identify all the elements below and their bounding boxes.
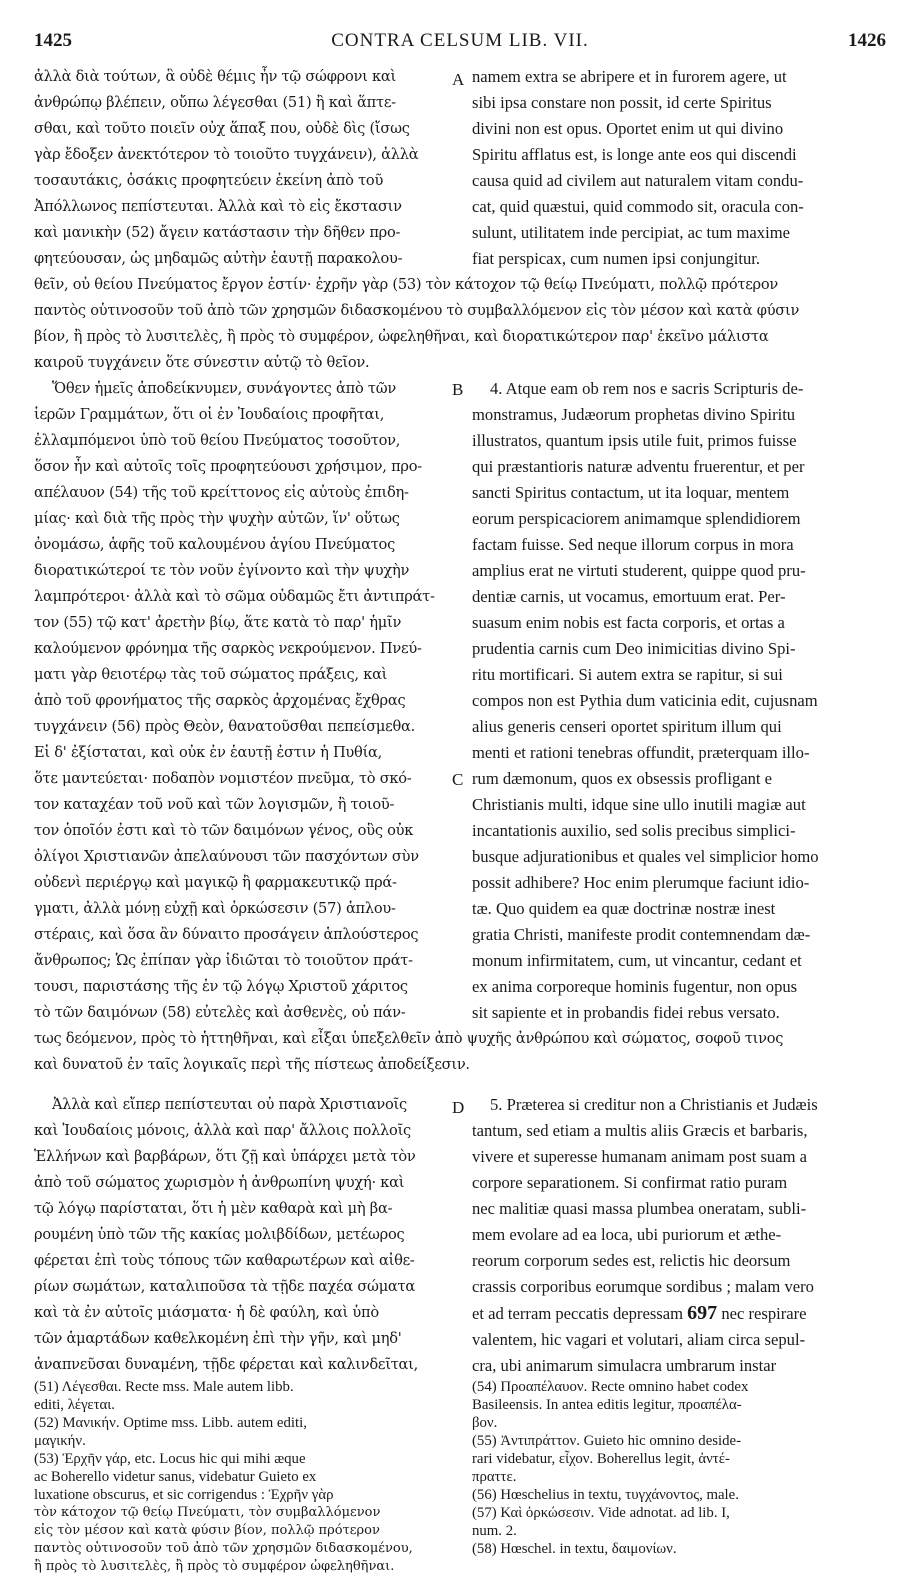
latin-line: factam fuisse. Sed neque illorum corpus in mora	[472, 535, 794, 554]
greek-line: ἀναπνεῦσαι δυναμένη, τῇδε φέρεται καὶ καλινδεῖται,	[34, 1356, 419, 1373]
greek-line: ὀλίγοι Χριστιανῶν ἀπελαύνουσι τῶν πασχόντων σὺν	[34, 848, 419, 865]
latin-line: monstramus, Judæorum prophetas divino Spiritu	[472, 405, 796, 424]
greek-line: Ὅθεν ἡμεῖς ἀποδείκνυμεν, συνάγοντες ἀπὸ τῶν	[52, 380, 396, 397]
greek-line: ἀνθρώπῳ βλέπειν, οὔπω λέγεσθαι (51) ἢ καὶ ἅπτε-	[34, 94, 396, 111]
greek-line: τον ὁποῖόν ἐστι καὶ τὸ τῶν δαιμόνων γένος, οὓς οὐκ	[34, 822, 414, 839]
latin-line: sibi ipsa constare non possit, id certe Spiritus	[472, 93, 772, 112]
latin-line: incantationis auxilio, sed solis precibus simplici-	[472, 821, 796, 840]
latin-line: cra, ubi animarum simulacra umbrarum instar	[472, 1356, 777, 1375]
running-title: CONTRA CELSUM LIB. VII.	[331, 30, 589, 51]
latin-line: amplius erat ne virtuti studerent, quippe quod pru-	[472, 561, 806, 580]
greek-line: καλούμενον φρόνημα τῆς σαρκὸς νεκρούμενον. Πνεύ-	[34, 640, 422, 657]
footnotes-right	[472, 1378, 888, 1558]
footnote-line: (54) Προαπέλαυον. Recte omnino habet codex	[472, 1379, 749, 1395]
latin-line: vivere et superesse humanam animam post suam a	[472, 1147, 808, 1166]
greek-line: φέρεται ἐπὶ τοὺς τόπους τῶν καθαρωτέρων καὶ αἰθε-	[34, 1252, 415, 1269]
footnote-line: βον.	[472, 1415, 498, 1431]
footnote-line: τὸν κάτοχον τῷ θείῳ Πνεύματι, τὸν συμβαλλόμενον	[34, 1505, 381, 1520]
greek-line: γματι, ἀλλὰ μόνῃ εὐχῇ καὶ ὁρκώσεσιν (57) ἁπλου-	[34, 900, 396, 917]
footnote-line: (53) Ἐρχῆν γάρ, etc. Locus hic qui mihi æque	[34, 1451, 306, 1467]
latin-line: possit adhibere? Hoc enim plerumque faciunt idio-	[472, 873, 810, 892]
greek-line: ἀπὸ τοῦ σώματος χωρισμὸν ἡ ἀνθρωπίνη ψυχή· καὶ	[34, 1174, 405, 1191]
greek-line: τουσι, παριστάσης τῆς ἐν τῷ λόγῳ Χριστοῦ χάριτος	[34, 978, 408, 995]
latin-line	[472, 1300, 888, 1327]
margin-letter-c: C	[452, 770, 464, 789]
greek-line: ἐλλαμπόμενοι ὑπὸ τοῦ θείου Πνεύματος τοσοῦτον,	[34, 432, 401, 449]
greek-line: ρίων σωμάτων, καταλιποῦσα τὰ τῇδε παχέα σώματα	[34, 1278, 415, 1295]
latin-line: ritu mortificari. Si autem extra se rapitur, si sui	[472, 665, 783, 684]
greek-column-bottom	[34, 1092, 446, 1378]
greek-line: ρουμένη ὑπὸ τῶν τῆς κακίας μολιβδίδων, μετέωρος	[34, 1226, 405, 1243]
latin-column-middle	[472, 376, 888, 1026]
footnote-line: (57) Καὶ ὁρκώσεσιν. Vide adnotat. ad lib. I,	[472, 1505, 730, 1521]
latin-line: illustratos, quantum ipsis utile fuit, primos fuisse	[472, 431, 797, 450]
latin-line: ex anima corporeque hominis fugentur, non opus	[472, 977, 798, 996]
greek-line: καὶ μανικὴν (52) ἄγειν κατάστασιν τὴν δῆθεν προ-	[34, 224, 401, 241]
greek-line: καὶ τὰ ἐν αὐτοῖς μιάσματα· ἡ δὲ φαύλη, καὶ ὑπὸ	[34, 1304, 379, 1321]
latin-line: Christianis multi, idque sine ullo inutili magiæ aut	[472, 795, 806, 814]
latin-line: qui præstantioris naturæ adventu fruerentur, et per	[472, 457, 805, 476]
running-header	[0, 30, 920, 58]
footnote-line: πραττε.	[472, 1469, 517, 1485]
greek-line: διορατικώτεροί τε τὸν νοῦν ἐγίνοντο καὶ τὴν ψυχὴν	[34, 562, 410, 579]
latin-line: fiat perspicax, cum numen ipsi conjungitur.	[472, 249, 761, 268]
latin-line: 4. Atque eam ob rem nos e sacris Scripturis de-	[490, 379, 804, 398]
latin-line: mem evolare ad ea loca, ubi puriorum et æthe-	[472, 1225, 782, 1244]
footnote-line: παντὸς οὑτινοσοῦν τοῦ ἀπὸ τῶν χρησμῶν διδασκομένου,	[34, 1541, 413, 1556]
greek-line: καιροῦ τυγχάνειν ὅτε σύνεστιν αὐτῷ τὸ θεῖον.	[34, 354, 370, 371]
footnote-line: ac Boherello videtur sanus, videbatur Guieto ex	[34, 1469, 317, 1485]
latin-line: rum dæmonum, quos ex obsessis profligant e	[472, 769, 773, 788]
latin-line: busque adjurationibus et quales vel simplicior homo	[472, 847, 819, 866]
greek-line: τον καταχέαν τοῦ νοῦ καὶ τῶν λογισμῶν, ἢ τοιοῦ-	[34, 796, 395, 813]
footnote-line: Basileensis. In antea editis legitur, προαπέλα-	[472, 1397, 742, 1413]
latin-line: sit sapiente et in probandis fidei rebus versato.	[472, 1003, 780, 1022]
greek-line: Ἑλλήνων καὶ βαρβάρων, ὅτι ζῇ καὶ ὑπάρχει μετὰ τὸν	[34, 1148, 416, 1165]
greek-column-top	[34, 64, 446, 272]
latin-line: eorum perspicaciorem animamque splendidiorem	[472, 509, 801, 528]
greek-line: στέραις, καὶ ὅσα ἂν δύναιτο προσάγειν ἁπλούστερος	[34, 926, 419, 943]
greek-line: τως δεόμενον, πρὸς τὸ ἡττηθῆναι, καὶ εἶξαι ὑπεξελθεῖν ἀπὸ ψυχῆς ἀνθρώπου καὶ σώματος, σοφοῦ τινος	[34, 1030, 784, 1047]
greek-line: ὅσον ἦν καὶ αὐτοῖς τοῖς προφητεύουσι χρήσιμον, προ-	[34, 458, 422, 475]
greek-line: θεῖν, οὐ θείου Πνεύματος ἔργον ἐστίν· ἐχρῆν γὰρ (53) τὸν κάτοχον τῷ θείῳ Πνεύματι, πολλῷ πρότερον	[34, 276, 778, 293]
greek-full-width-block-2	[34, 1026, 886, 1078]
right-page-number: 1426	[848, 30, 886, 51]
latin-line: valentem, hic vagari et volutari, aliam circa sepul-	[472, 1330, 806, 1349]
greek-line: καὶ δυνατοῦ ἐν ταῖς λογικαῖς περὶ τῆς πίστεως ἀποδείξεσιν.	[34, 1056, 470, 1073]
migne-column-number: 697	[687, 1302, 718, 1324]
footnote-line: (55) Ἀντιπράττον. Guieto hic omnino deside-	[472, 1433, 742, 1449]
footnote-line: num. 2.	[472, 1523, 517, 1539]
footnote-line: (52) Μανικήν. Optime mss. Libb. autem editi,	[34, 1415, 307, 1431]
latin-line: corpore separationem. Si confirmat ratio puram	[472, 1173, 788, 1192]
latin-line: dentiæ carnis, ut vocamus, emortuum erat. Per-	[472, 587, 786, 606]
greek-line: βίον, ἢ πρὸς τὸ λυσιτελὲς, ἢ πρὸς τὸ συμφέρον, ὠφεληθῆναι, καὶ διορατικώτερον παρ' ἐκεῖνο μάλιστα	[34, 328, 769, 345]
margin-letter-b: B	[452, 380, 464, 399]
greek-line: ἱερῶν Γραμμάτων, ὅτι οἱ ἐν Ἰουδαίοις προφῆται,	[34, 406, 385, 423]
latin-line: gratia Christi, manifeste prodit contemnendam dæ-	[472, 925, 811, 944]
footnote-line: luxatione obscurus, et sic corrigendus : Ἐχρῆν γὰρ	[34, 1487, 334, 1503]
latin-line: alius generis censeri oportet spiritum illum qui	[472, 717, 782, 736]
latin-line: sulunt, utilitatem inde percipiat, ac tum maxime	[472, 223, 790, 242]
latin-text: nec respirare	[721, 1304, 807, 1323]
left-page-number: 1425	[34, 30, 72, 51]
margin-letter-d: D	[452, 1098, 465, 1117]
greek-line: ὅτε μαντεύεται· ποδαπὸν νομιστέον πνεῦμα, τὸ σκό-	[34, 770, 412, 787]
margin-letter-a: A	[452, 70, 465, 89]
greek-line: τοσαυτάκις, ὁσάκις προφητεύειν ἐκείνη ἀπὸ τοῦ	[34, 172, 384, 189]
footnote-line: (51) Λέγεσθαι. Recte mss. Male autem libb.	[34, 1379, 294, 1395]
greek-line: φητεύουσαν, ὡς μηδαμῶς αὐτὴν ἑαυτῇ παρακολου-	[34, 250, 403, 267]
greek-line: ἄνθρωπος; Ὡς ἐπίπαν γὰρ ἰδιῶται τὸ τοιοῦτον πράτ-	[34, 952, 413, 969]
greek-line: Εἰ δ' ἐξίσταται, καὶ οὐκ ἐν ἑαυτῇ ἐστιν ἡ Πυθία,	[34, 744, 383, 761]
latin-line: namem extra se abripere et in furorem agere, ut	[472, 67, 787, 86]
latin-line: tæ. Quo quidem ea quæ doctrinæ nostræ inest	[472, 899, 776, 918]
greek-line: ἀπὸ τοῦ φρονήματος τῆς σαρκὸς ἀρχομένας ἔχθρας	[34, 692, 406, 709]
greek-line: τὸ τῶν δαιμόνων (58) εὐτελὲς καὶ ἀσθενὲς, οὐ πάν-	[34, 1004, 406, 1021]
latin-line: 5. Præterea si creditur non a Christianis et Judæis	[490, 1095, 818, 1114]
latin-line: sancti Spiritus contactum, ut ita loquar, mentem	[472, 483, 790, 502]
footnote-line: editi, λέγεται.	[34, 1397, 115, 1413]
greek-line: τυγχάνειν (56) πρὸς Θεὸν, θανατοῦσθαι πεπείσμεθα.	[34, 718, 415, 735]
latin-line: cat, quid quæstui, quid commodo sit, oracula con-	[472, 197, 804, 216]
latin-line: divini non est opus. Oportet enim ut qui divino	[472, 119, 784, 138]
greek-line: Ἀλλὰ καὶ εἴπερ πεπίστευται οὐ παρὰ Χριστιανοῖς	[52, 1096, 407, 1113]
latin-line: nec malitiæ quasi massa plumbea oneratam, subli-	[472, 1199, 807, 1218]
footnote-line: εἰς τὸν μέσον καὶ κατὰ φύσιν βίον, πολλῷ πρότερον	[34, 1523, 380, 1538]
greek-line: καὶ Ἰουδαίοις μόνοις, ἀλλὰ καὶ παρ' ἄλλοις πολλοῖς	[34, 1122, 411, 1139]
latin-column-bottom	[472, 1092, 888, 1379]
greek-line: απέλαυον (54) τῆς τοῦ κρείττονος εἰς αὐτοὺς ἐπιδη-	[34, 484, 409, 501]
greek-line: μίας· καὶ διὰ τῆς πρὸς τὴν ψυχὴν αὐτῶν, ἵν' οὕτως	[34, 510, 400, 527]
greek-line: λαμπρότεροι· ἀλλὰ καὶ τὸ σῶμα οὐδαμῶς ἔτι ἀντιπράτ-	[34, 588, 435, 605]
latin-column-top	[472, 64, 888, 272]
footnote-line: (58) Hœschel. in textu, δαιμονίων.	[472, 1541, 677, 1557]
greek-line: ματι γὰρ θειοτέρῳ τὰς τοῦ σώματος πράξεις, καὶ	[34, 666, 388, 683]
latin-line: menti et rationi tenebras offundit, præterquam illo-	[472, 743, 810, 762]
latin-line: Spiritu afflatus est, is longe ante eos qui discendi	[472, 145, 797, 164]
greek-column-middle	[34, 376, 446, 1026]
greek-line: τῷ λόγῳ παρίσταται, ὅτι ἡ μὲν καθαρὰ καὶ μὴ βα-	[34, 1200, 393, 1217]
greek-line: σθαι, καὶ τοῦτο ποιεῖν οὐχ ἅπαξ που, οὐδὲ δὶς (ἴσως	[34, 120, 410, 137]
greek-full-width-block	[34, 272, 886, 376]
latin-line: monum infirmitatem, cum, ut vincantur, cedant et	[472, 951, 802, 970]
latin-line: causa quid ad civilem aut naturalem vitam condu-	[472, 171, 804, 190]
footnote-line: ἢ πρὸς τὸ λυσιτελὲς, ἢ πρὸς τὸ συμφέρον ὠφεληθῆναι.	[34, 1559, 395, 1574]
latin-line: tantum, sed etiam a multis aliis Græcis et barbaris,	[472, 1121, 808, 1140]
greek-line: τον (55) τῷ κατ' ἀρετὴν βίῳ, ἅτε κατὰ τὸ παρ' ἡμῖν	[34, 614, 402, 631]
greek-line: ὀνομάσω, ἁφῆς τοῦ καλουμένου ἁγίου Πνεύματος	[34, 536, 396, 553]
footnote-line: (56) Hœschelius in textu, τυγχάνοντος, male.	[472, 1487, 739, 1503]
latin-line: suasum enim nobis est facta corporis, et ortas a	[472, 613, 785, 632]
footnotes-left	[34, 1378, 446, 1576]
greek-line: τῶν ἁμαρτάδων καθελκομένη ἐπὶ τὴν γῆν, καὶ μηδ'	[34, 1330, 402, 1347]
latin-text: et ad terram peccatis depressam	[472, 1304, 684, 1323]
greek-line: οὐδενὶ περιέργῳ καὶ μαγικῷ ἢ φαρμακευτικῷ πρά-	[34, 874, 397, 891]
latin-line: crassis corporibus eorumque sordibus ; malam vero	[472, 1277, 814, 1296]
greek-line: παντὸς οὑτινοσοῦν τοῦ ἀπὸ τῶν χρησμῶν διδασκομένου τὸ συμβαλλόμενον εἰς τὸν μέσον καὶ κατὰ φύσιν	[34, 302, 800, 319]
greek-line: ἀλλὰ διὰ τούτων, ἃ οὐδὲ θέμις ἦν τῷ σώφρονι καὶ	[34, 68, 396, 85]
latin-line: compos non est Pythia dum vaticinia edit, cujusnam	[472, 691, 818, 710]
greek-line: γὰρ ἔδοξεν ἀνεκτότερον τὸ τοιοῦτο τυγχάνειν), ἀλλὰ	[34, 146, 419, 163]
latin-line: prudentia carnis cum Deo inimicitias divino Spi-	[472, 639, 796, 658]
greek-line: Ἀπόλλωνος πεπίστευται. Ἀλλὰ καὶ τὸ εἰς ἔκστασιν	[34, 198, 402, 215]
latin-line: reorum corporum sedes est, relictis hic deorsum	[472, 1251, 791, 1270]
footnote-line: rari videbatur, εἶχον. Boherellus legit, ἀντέ-	[472, 1451, 730, 1467]
footnote-line: μαγικήν.	[34, 1433, 86, 1449]
